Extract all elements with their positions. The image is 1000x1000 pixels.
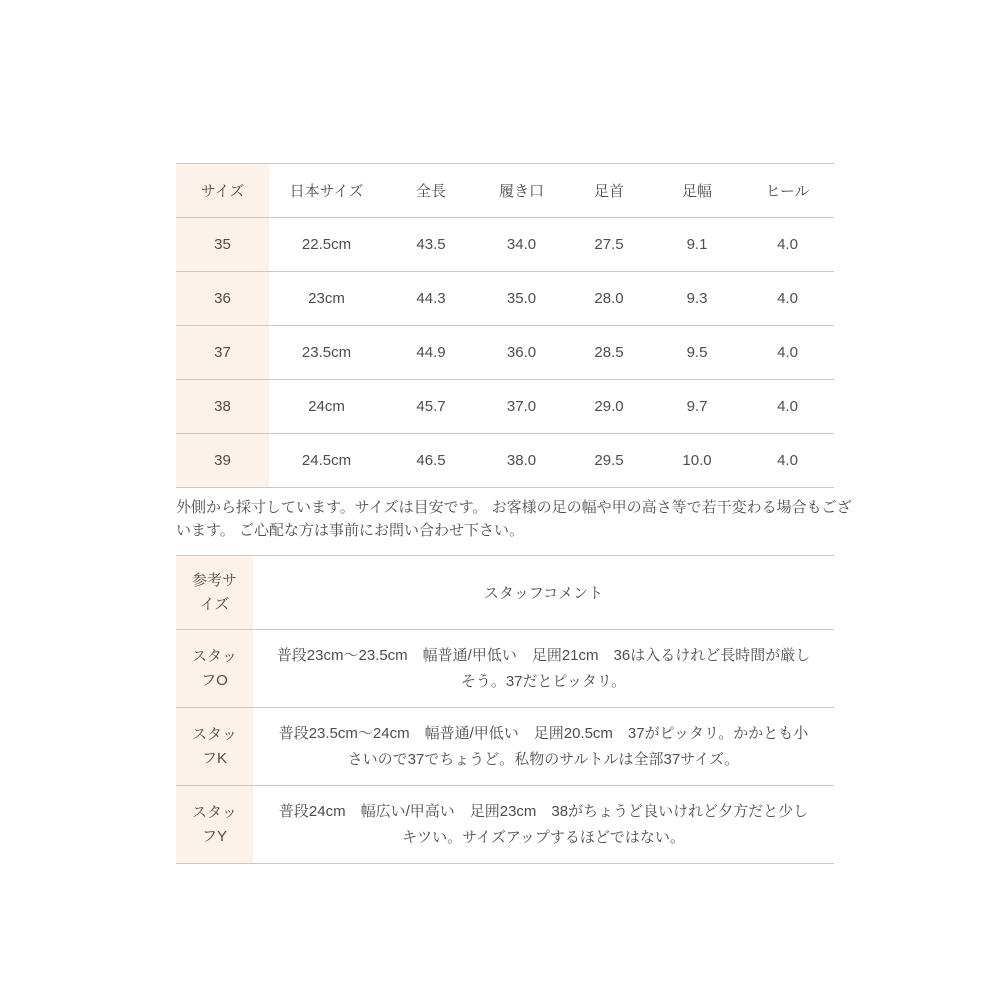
ankle-cell: 27.5 <box>565 218 653 272</box>
opening-cell: 34.0 <box>478 218 565 272</box>
size-table-header-ankle: 足首 <box>565 164 653 218</box>
total-length-cell: 44.9 <box>384 326 478 380</box>
size-cell: 39 <box>176 434 269 488</box>
size-table-row-37 <box>176 326 834 380</box>
staff-row-o <box>176 630 834 708</box>
staff-table-header-reference-size: 参考サイズ <box>176 556 253 630</box>
size-chart-page <box>176 163 866 864</box>
ankle-cell: 28.5 <box>565 326 653 380</box>
size-table-header-heel: ヒール <box>741 164 834 218</box>
heel-cell: 4.0 <box>741 434 834 488</box>
foot-width-cell: 10.0 <box>653 434 741 488</box>
staff-row-y <box>176 786 834 864</box>
staff-name: スタッフO <box>176 630 253 708</box>
japan-size-cell: 22.5cm <box>269 218 384 272</box>
opening-cell: 35.0 <box>478 272 565 326</box>
size-cell: 35 <box>176 218 269 272</box>
ankle-cell: 28.0 <box>565 272 653 326</box>
staff-comment: 普段24cm 幅広い/甲高い 足囲23cm 38がちょうど良いけれど夕方だと少しキツい。サイズアップするほどではない。 <box>253 786 834 864</box>
measurement-note: 外側から採寸しています。サイズは目安です。 お客様の足の幅や甲の高さ等で若干変わる場合もございます。 ご心配な方は事前にお問い合わせ下さい。 <box>176 499 852 539</box>
size-table-row-35 <box>176 218 834 272</box>
size-table-header-size: サイズ <box>176 164 269 218</box>
total-length-cell: 45.7 <box>384 380 478 434</box>
size-table-header-japan-size: 日本サイズ <box>269 164 384 218</box>
size-cell: 37 <box>176 326 269 380</box>
size-table-row-36 <box>176 272 834 326</box>
total-length-cell: 44.3 <box>384 272 478 326</box>
staff-name: スタッフK <box>176 708 253 786</box>
staff-row-k <box>176 708 834 786</box>
ankle-cell: 29.0 <box>565 380 653 434</box>
total-length-cell: 46.5 <box>384 434 478 488</box>
size-table-row-38 <box>176 380 834 434</box>
opening-cell: 37.0 <box>478 380 565 434</box>
heel-cell: 4.0 <box>741 380 834 434</box>
foot-width-cell: 9.5 <box>653 326 741 380</box>
size-table-header-total-length: 全長 <box>384 164 478 218</box>
heel-cell: 4.0 <box>741 218 834 272</box>
size-cell: 38 <box>176 380 269 434</box>
staff-table-header-comment: スタッフコメント <box>253 556 834 630</box>
staff-comment-table <box>176 555 834 864</box>
staff-comment: 普段23.5cm～24cm 幅普通/甲低い 足囲20.5cm 37がピッタリ。かかとも小さいので37でちょうど。私物のサルトルは全部37サイズ。 <box>253 708 834 786</box>
japan-size-cell: 24cm <box>269 380 384 434</box>
size-table <box>176 163 834 488</box>
foot-width-cell: 9.1 <box>653 218 741 272</box>
total-length-cell: 43.5 <box>384 218 478 272</box>
size-table-header-opening: 履き口 <box>478 164 565 218</box>
opening-cell: 36.0 <box>478 326 565 380</box>
japan-size-cell: 23cm <box>269 272 384 326</box>
staff-table-header-row <box>176 556 834 630</box>
opening-cell: 38.0 <box>478 434 565 488</box>
size-table-header-row <box>176 164 834 218</box>
japan-size-cell: 23.5cm <box>269 326 384 380</box>
japan-size-cell: 24.5cm <box>269 434 384 488</box>
staff-name: スタッフY <box>176 786 253 864</box>
size-table-row-39 <box>176 434 834 488</box>
heel-cell: 4.0 <box>741 272 834 326</box>
ankle-cell: 29.5 <box>565 434 653 488</box>
heel-cell: 4.0 <box>741 326 834 380</box>
foot-width-cell: 9.3 <box>653 272 741 326</box>
size-cell: 36 <box>176 272 269 326</box>
staff-comment: 普段23cm～23.5cm 幅普通/甲低い 足囲21cm 36は入るけれど長時間が厳しそう。37だとピッタリ。 <box>253 630 834 708</box>
size-table-header-foot-width: 足幅 <box>653 164 741 218</box>
foot-width-cell: 9.7 <box>653 380 741 434</box>
